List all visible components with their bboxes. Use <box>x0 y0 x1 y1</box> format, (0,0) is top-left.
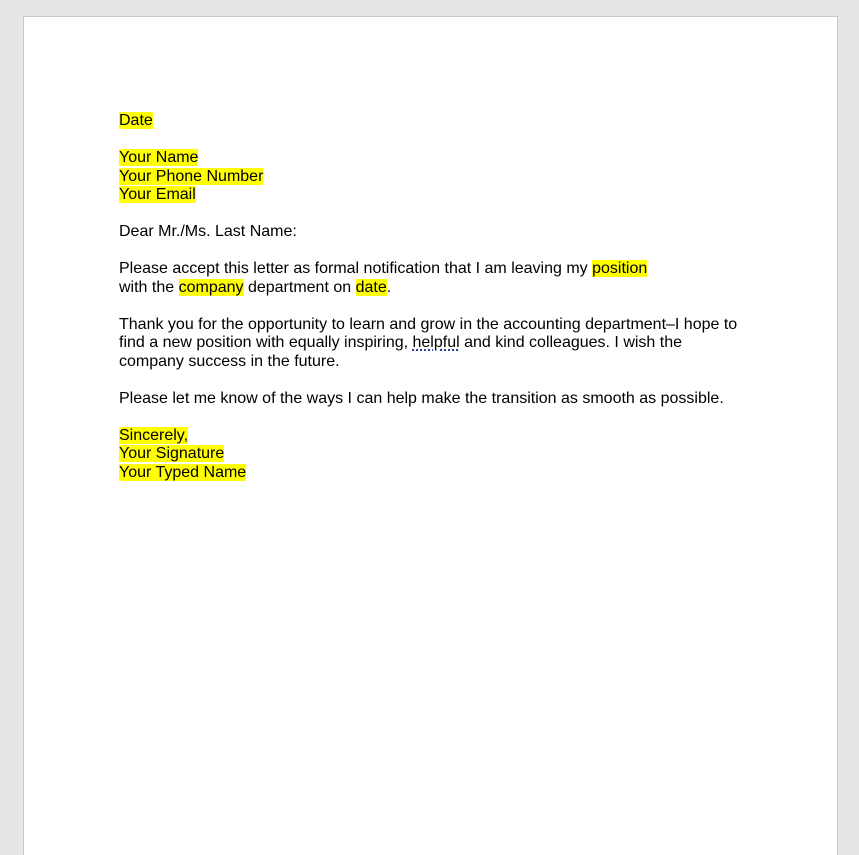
sender-block <box>119 149 759 205</box>
leave-date-placeholder[interactable]: date <box>355 278 387 296</box>
thanks-line-2b[interactable]: and kind colleagues. I wish the <box>459 334 683 351</box>
grammar-flagged-word[interactable]: helpful <box>412 334 460 351</box>
thanks-line-2a[interactable]: find a new position with equally inspiring, <box>119 334 413 351</box>
letter-body[interactable] <box>119 112 759 501</box>
paragraph-transition <box>119 390 759 409</box>
sender-email-placeholder[interactable]: Your Email <box>119 186 196 203</box>
closing-block <box>119 427 759 483</box>
paragraph-thanks <box>119 316 759 372</box>
signature-placeholder[interactable]: Your Signature <box>119 445 225 462</box>
sender-phone-placeholder[interactable]: Your Phone Number <box>119 167 264 185</box>
paragraph-notification <box>119 260 759 297</box>
typed-name-placeholder[interactable]: Your Typed Name <box>119 463 247 481</box>
salutation-text[interactable]: Dear Mr./Ms. Last Name: <box>119 223 297 240</box>
notification-text-2a[interactable]: with the <box>119 278 179 296</box>
sender-name-placeholder[interactable]: Your Name <box>119 149 199 166</box>
position-placeholder[interactable]: position <box>592 260 648 277</box>
document-page[interactable] <box>23 16 838 855</box>
closing-placeholder[interactable]: Sincerely, <box>119 426 189 444</box>
date-placeholder[interactable]: Date <box>119 112 153 129</box>
salutation <box>119 223 759 242</box>
thanks-line-1[interactable]: Thank you for the opportunity to learn and grow in the accounting department–I hope to <box>119 315 738 333</box>
notification-text-2b[interactable]: department on <box>243 278 356 296</box>
thanks-line-3[interactable]: company success in the future. <box>119 352 340 370</box>
company-placeholder[interactable]: company <box>178 278 244 296</box>
notification-text[interactable]: Please accept this letter as formal notification that I am leaving my <box>119 260 593 277</box>
date-block <box>119 112 759 131</box>
transition-text[interactable]: Please let me know of the ways I can help make the transition as smooth as possible. <box>119 389 724 407</box>
notification-period: . <box>386 278 392 296</box>
